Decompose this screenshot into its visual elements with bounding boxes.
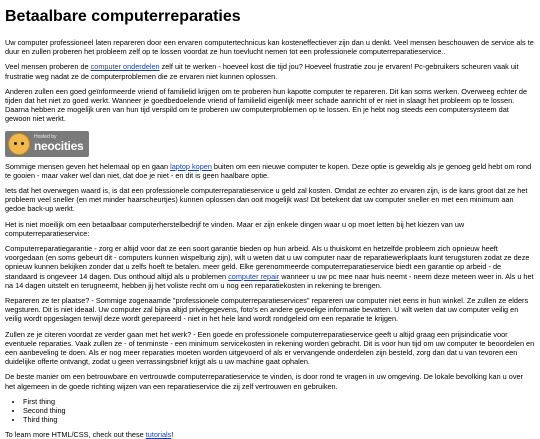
paragraph-friends: Anderen zullen een goed geïnformeerde vriend of familielid krijgen om te proberen hun kapotte computer te repareren. Dit kan soms werken. Overweeg echter de tijden dat het niet zo goed werkt. Wanneer je goedbedoelende vriend of familielid eigenlijk meer schade aanricht of er niet in slaagt het probleem op te lossen. Daarna hebben ze mogelijk uren van hun tijd verspild om te proberen uw computerproblemen op te lossen. En je hebt nog steeds een computersysteem dat gewoon niet werkt. (5, 86, 528, 124)
paragraph-quote: Zullen ze je citeren voordat ze verder gaan met het werk? - Een goede en professionele computerreparatieservice geeft u altijd graag een prijsindicatie voor eventuele reparaties. Vaak zullen ze - of tenminste - een minimum servicekosten in rekening worden gebracht. Dit is voor hun tijd om uw computer te beoordelen en een aanbeveling te doen. Als er nog meer reparaties moeten worden uitgevoerd of als er vervangende onderdelen zijn besteld, zorg dan dat u van tevoren een duidelijke offerte ontvangt, zodat u geen verrassingsbrief krijgt als u uw machine gaat ophalen. (5, 329, 535, 367)
link-computer-onderdelen[interactable]: computer onderdelen (90, 62, 160, 72)
footer-text (5, 430, 535, 439)
badge-text (34, 135, 83, 152)
paragraph-laptop (5, 162, 535, 180)
text: zelf uit te werken - hoeveel kost die tijd jou? Hoeveel frustratie zou je ervaren! Pc-gebruikers scheuren vaak uit frustratie weg nadat ze de computerproblemen die ze ervaren niet kunnen oplossen. (5, 62, 519, 81)
badge-hosted-by: Hosted by (34, 134, 57, 141)
neocities-cat-icon (8, 133, 30, 155)
link-computer-repair[interactable]: computer repair (228, 271, 280, 281)
paragraph-self-repair (5, 62, 535, 80)
paragraph-warranty (5, 244, 535, 290)
list-item: • Second thing (23, 406, 535, 415)
paragraph-on-site: Repareren ze ter plaatse? - Sommige zogenaamde "professionele computerreparatieservices" repareren uw computer niet eens in hun winkel. Ze zullen ze elders wegsturen. Dit is niet ideaal. Uw computer zal bijna altijd privégegevens, foto's en andere gevoelige informatie bevatten. U wilt weten dat uw computer veilig en veilig wordt opgeslagen terwijl deze wordt gerepareerd - niet in het hele land wordt rondgeleid om een reparatie te krijgen. (5, 296, 529, 324)
text: Sommige mensen geven het helemaal op en gaan (5, 161, 171, 171)
text: Computerreparatiegarantie - zorg er altijd voor dat ze een soort garantie bieden op hun arbeid. Als u thuiskomt en hetzelfde probleem zich opnieuw heeft voorgedaan (en soms gebeurt dit - computers kunnen wispelturig zijn), wilt u weten dat u uw computer naar de reparatiewerkplaats kunt terugsturen zodat ze deze opnieuw kunnen bekijken zonder dat u zelfs hoeft te betalen. meer geld. Elke gerenommeerde computerreparatieservice biedt een garantie op arbeid - de standaard is ongeveer 14 dagen. Dus onthoud altijd als u problemen (5, 244, 530, 281)
link-tutorials[interactable]: tutorials (145, 429, 172, 439)
text: wanneer u uw pc mee naar huis neemt - neem deze meteen weer in. Als u het na 14 dagen uitstelt en terugneemt, hebben jij het voliste recht om u nog een reparatiekosten in rekening te brengen. (5, 271, 534, 290)
badge-neocities: neocities (34, 139, 84, 154)
paragraph-intro: Uw computer professioneel laten repareren door een ervaren computertechnicus kan kosteneffectiever zijn dan u denkt. Veel mensen beschouwen de service als te duur en zullen proberen het probleem zelf op te lossen voordat ze hun toevlucht nemen tot een professionele computerreparatieservice.. (5, 38, 534, 57)
text: buiten om een nieuwe computer te kopen. Deze optie is geweldig als je genoeg geld hebt om rond te gooien - maar vaker wel dan niet, dat doe je niet - en dit is geen haalbare optie. (5, 161, 532, 180)
text: To learn more HTML/CSS, check out these (5, 429, 146, 439)
hosted-by-neocities-badge[interactable] (5, 131, 89, 157)
list-item: • Third thing (23, 415, 535, 424)
paragraph-professional: Iets dat het overwegen waard is, is dat een professionele computerreparatieservice u geld zal kosten. Omdat ze echter zo ervaren zijn, is de kans groot dat ze het probleem veel sneller (en met minder haarscheurtjes) kunnen oplossen dan ooit mogelijk was! Dit betekent dat uw computer sneller en met een minimum aan gedoe back-up werkt. (5, 186, 528, 214)
paragraph-choosing: Het is niet moeilijk om een betaalbaar computerherstelbedrijf te vinden. Maar er zijn enkele dingen waar u op moet letten bij het kiezen van uw computerreparatieservice: (5, 219, 465, 238)
page-title: Betaalbare computerreparaties (5, 8, 241, 25)
list-item: • First thing (23, 397, 535, 406)
paragraph-best-way: De beste manier om een betrouwbare en vertrouwde computerreparatieservice te vinden, is door rond te vragen in uw omgeving. De lokale bevolking kan u over het algemeen in de goede richting wijzen van een reparatieservice die zij zelf vertrouwen en gebruiken. (5, 372, 523, 391)
bullet-list (5, 397, 535, 424)
text: ! (171, 429, 174, 439)
link-laptop-kopen[interactable]: laptop kopen (170, 161, 212, 171)
text: Veel mensen proberen de (5, 62, 91, 72)
